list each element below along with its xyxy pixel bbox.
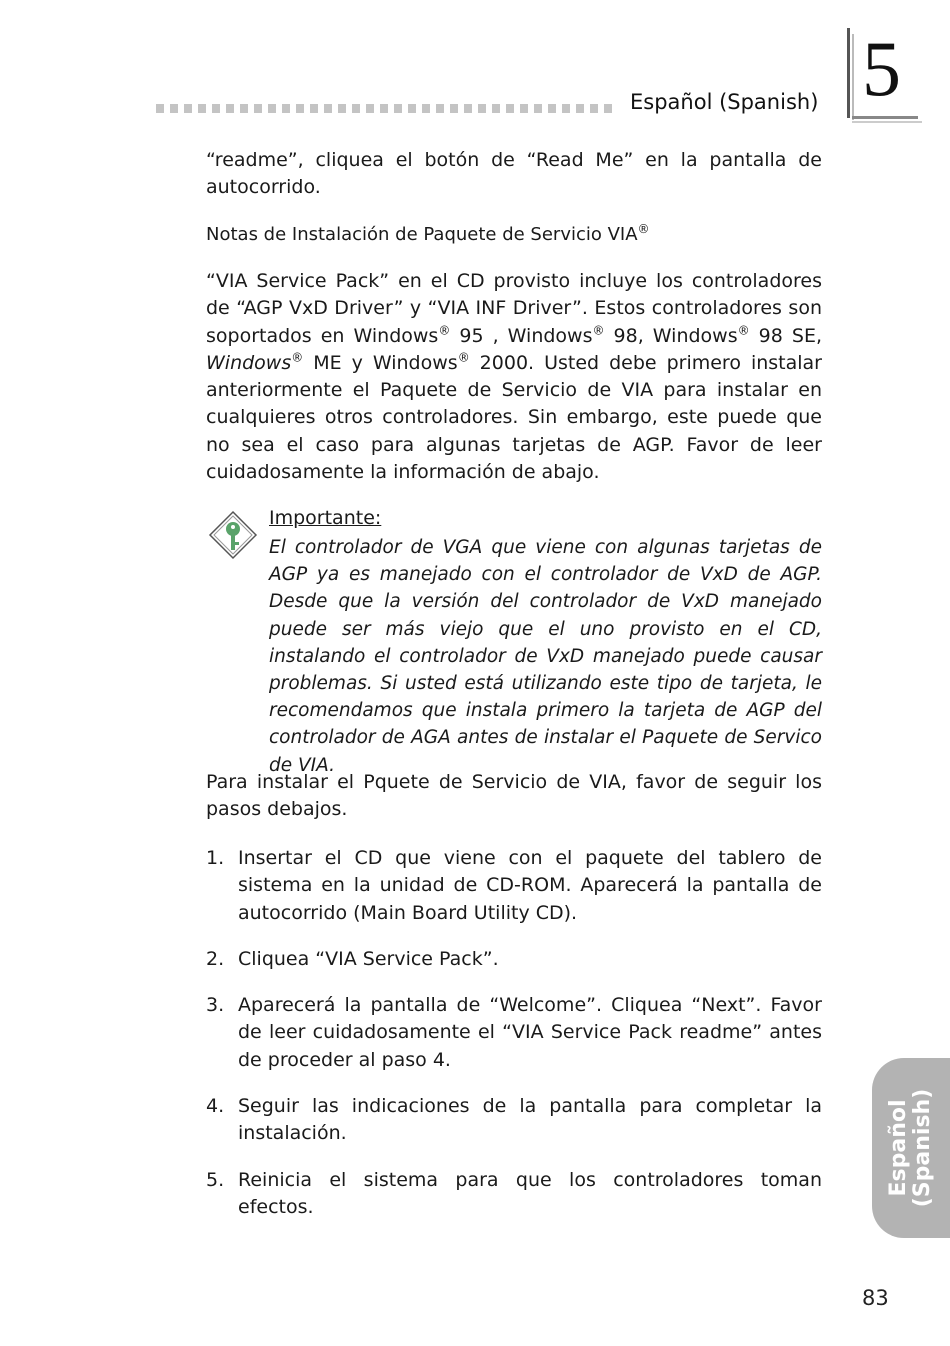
para-text: 95 , Windows bbox=[450, 324, 593, 347]
para-text: 98 SE, bbox=[749, 324, 822, 347]
install-steps-list bbox=[206, 845, 822, 1221]
list-item-number: 4. bbox=[206, 1095, 225, 1118]
registered-mark: ® bbox=[457, 350, 470, 365]
list-item-number: 1. bbox=[206, 847, 225, 869]
list-item-text: Reinicia el sistema para que los controladores toman efectos. bbox=[238, 1168, 822, 1218]
para-text: ME y Windows bbox=[303, 351, 458, 374]
page-number: 83 bbox=[862, 1286, 889, 1310]
list-item-number: 2. bbox=[206, 947, 225, 970]
chapter-box-line bbox=[847, 28, 850, 118]
section-heading-text: Notas de Instalación de Paquete de Servicio VIA bbox=[206, 224, 638, 245]
header-title: Español (Spanish) bbox=[630, 90, 819, 114]
registered-mark: ® bbox=[637, 222, 650, 236]
chapter-number: 5 bbox=[862, 25, 901, 112]
header-dotted-rule bbox=[156, 104, 618, 113]
list-item bbox=[206, 992, 822, 1074]
list-item bbox=[206, 845, 822, 927]
list-item-number: 5. bbox=[206, 1168, 225, 1191]
body-paragraph bbox=[206, 268, 822, 486]
side-tab-label bbox=[887, 1089, 935, 1208]
intro-paragraph: “readme”, cliquea el botón de “Read Me” en la pantalla de autocorrido. bbox=[206, 149, 822, 199]
registered-mark: ® bbox=[592, 323, 605, 338]
list-item bbox=[206, 946, 822, 973]
list-item-text: Aparecerá la pantalla de “Welcome”. Cliquea “Next”. Favor de leer cuidadosamente el “VIA Service Pack readme” antes de proceder al paso 4. bbox=[238, 994, 822, 1071]
list-item-text: Insertar el CD que viene con el paquete del tablero de sistema en la unidad de CD-ROM. Aparecerá la pantalla de autocorrido (Main Board Utility CD). bbox=[238, 847, 822, 924]
chapter-box-shadow bbox=[852, 34, 854, 120]
list-item bbox=[206, 1093, 822, 1148]
chapter-box-bottom bbox=[852, 116, 918, 119]
list-item-text: Seguir las indicaciones de la pantalla para completar la instalación. bbox=[238, 1095, 822, 1145]
steps-intro: Para instalar el Pquete de Servicio de VIA, favor de seguir los pasos debajos. bbox=[206, 771, 822, 821]
list-item-text: Cliquea “VIA Service Pack”. bbox=[238, 947, 499, 970]
note-text: El controlador de VGA que viene con algunas tarjetas de AGP ya es manejado con el controlador de VxD de AGP. Desde que la versión del controlador de VxD manejado puede ser más viejo que el uno provisto en el CD, instalando el controlador de VxD manejado puede causar problemas. Si usted está utilizando este tipo de tarjeta, le recomendamos que instala primero la tarjeta de AGP del controlador de AGA antes de instalar el Paquete de Servico de VIA. bbox=[269, 537, 822, 776]
language-side-tab bbox=[872, 1058, 950, 1238]
chapter-box-bottom-shadow bbox=[852, 121, 922, 123]
section-heading bbox=[206, 224, 650, 245]
list-item bbox=[206, 1167, 822, 1222]
registered-mark: ® bbox=[438, 323, 451, 338]
para-text: 98, Windows bbox=[604, 324, 738, 347]
key-diamond-icon bbox=[208, 510, 258, 560]
side-tab-line2: (Spanish) bbox=[910, 1088, 935, 1208]
para-text-italic: Windows bbox=[206, 351, 292, 374]
para-text: “VIA Service Pack” en el CD provisto incluye los controladores de “AGP VxD Driver” y “VIA INF Driver”. Estos controladores son soportados en Windows bbox=[206, 270, 822, 347]
registered-mark: ® bbox=[291, 350, 304, 365]
registered-mark: ® bbox=[737, 323, 750, 338]
list-item-number: 3. bbox=[206, 994, 225, 1017]
note-title: Importante: bbox=[269, 507, 382, 529]
side-tab-line1: Español bbox=[886, 1099, 911, 1197]
para-text: 2000. Usted debe primero instalar anteriormente el Paquete de Servicio de VIA para instalar en cualquieres otros controladores. Sin embargo, este puede que no sea el caso para algunas tarjetas de AGP. Favor de leer cuidadosamente la información de abajo. bbox=[206, 351, 822, 484]
